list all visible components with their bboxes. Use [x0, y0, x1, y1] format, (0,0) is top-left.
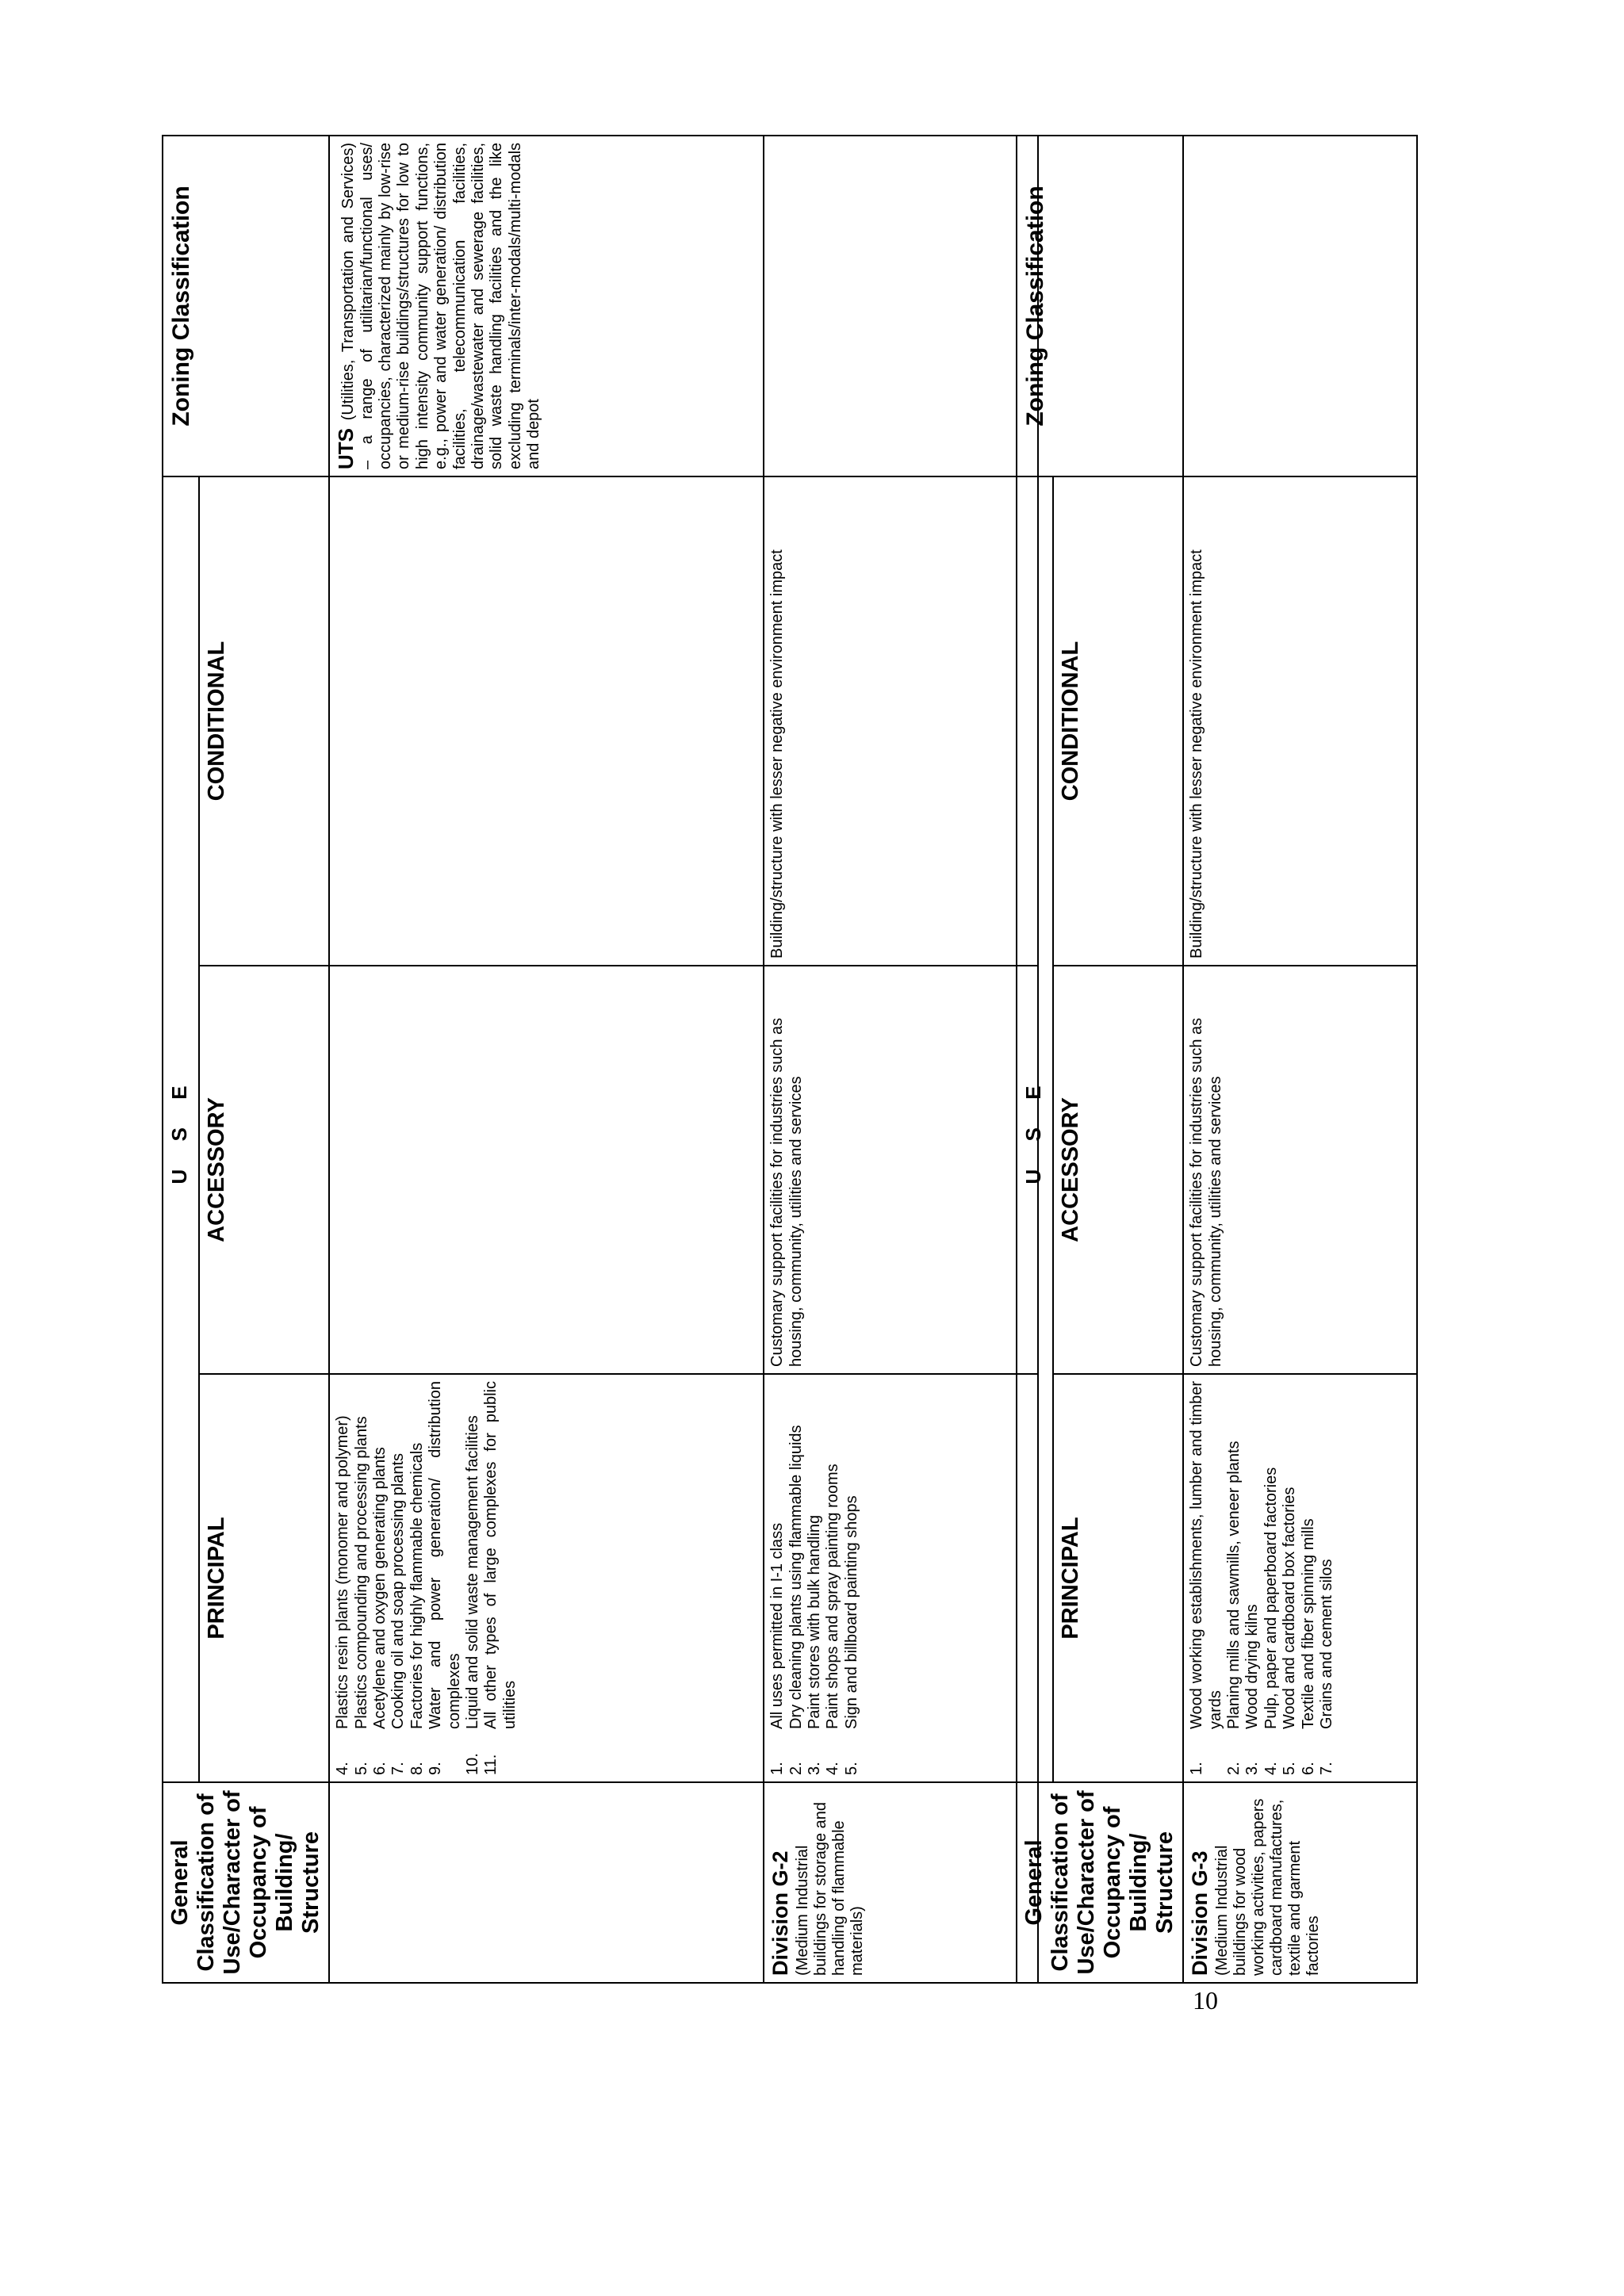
division-title: Division G-2: [768, 1850, 793, 1976]
accessory-cell: Customary support facilities for industries such as housing, community, utilities and services: [764, 966, 1038, 1374]
zoning-classification-header: Zoning Classification: [163, 136, 329, 476]
use-header-row: [163, 136, 199, 1983]
conditional-header: CONDITIONAL: [199, 476, 329, 966]
page-number: 10: [1193, 1986, 1218, 2015]
rotated-page: [162, 136, 1431, 2015]
conditional-cell: Building/structure with lesser negative environment impact: [1183, 476, 1417, 966]
use-header: U S E: [163, 476, 199, 1782]
list-item: 4. Paint shops and spray painting rooms: [824, 1464, 842, 1775]
list-item: 3. Paint stores with bulk handling: [806, 1514, 824, 1775]
list-item: 10. Liquid and solid waste management facilities: [464, 1415, 482, 1775]
list-item: 2. Planing mills and sawmills, veneer plants: [1225, 1441, 1243, 1775]
list-item: 3. Wood drying kilns: [1243, 1604, 1262, 1775]
accessory-cell: Customary support facilities for industries such as housing, community, utilities and services: [1183, 966, 1417, 1374]
list-item: 6. Acetylene and oxygen generating plants: [371, 1447, 389, 1775]
conditional-header: CONDITIONAL: [1053, 476, 1183, 966]
division-description: (Medium Industrial buildings for storage and handling of flammable materials): [793, 1801, 866, 1976]
principal-header: PRINCIPAL: [199, 1374, 329, 1782]
accessory-header: ACCESSORY: [199, 966, 329, 1374]
list-item: 6. Textile and fiber spinning mills: [1299, 1518, 1317, 1775]
zoning-classification-header: Zoning Classification: [1017, 136, 1183, 476]
zoning-cell-empty: [1183, 136, 1417, 476]
accessory-cell-empty: [329, 966, 764, 1374]
principal-list: [764, 1374, 1038, 1782]
conditional-cell-empty: [329, 476, 764, 966]
zoning-uts-description: UTS (Utilities, Transportation and Services) – a range of utilitarian/functional uses/ occupancies, characterized mainly by low-rise or medium-rise buildings/structures for low to high intensity community support functions, e.g., power and water generation/ distribution facilities, telecommunication facilities, drainage/wastewater and sewerage facilities, solid waste handling facilities and the like excluding terminals/inter-modals/multi-modals and depot: [329, 136, 764, 476]
list-item: 7. Cooking oil and soap processing plants: [389, 1453, 408, 1775]
division-cell: [764, 1782, 1038, 1983]
list-item: 4. Plastics resin plants (monomer and polymer): [334, 1415, 352, 1775]
accessory-header: ACCESSORY: [1053, 966, 1183, 1374]
list-item: 7. Grains and cement silos: [1318, 1559, 1336, 1775]
division-cell-empty: [329, 1782, 764, 1983]
list-item: 5. Plastics compounding and processing plants: [352, 1416, 370, 1775]
use-header-row: [1017, 136, 1053, 1983]
list-item: 11. All other types of large complexes for public utilities: [482, 1381, 519, 1775]
general-classification-header: General Classification of Use/Character of Occupancy of Building/ Structure: [1017, 1782, 1183, 1983]
list-item: 8. Factories for highly flammable chemicals: [408, 1442, 426, 1775]
general-classification-header: General Classification of Use/Character of Occupancy of Building/ Structure: [163, 1782, 329, 1983]
principal-list: [1183, 1374, 1417, 1782]
zoning-cell-empty: [764, 136, 1038, 476]
list-item: 4. Pulp, paper and paperboard factories: [1262, 1467, 1280, 1775]
table-row: [329, 136, 764, 1983]
list-item: 9. Water and power generation/ distribution complexes: [427, 1381, 463, 1775]
conditional-cell: Building/structure with lesser negative environment impact: [764, 476, 1038, 966]
zoning-code: UTS: [334, 427, 358, 469]
use-header: U S E: [1017, 476, 1053, 1782]
list-item: 1. Wood working establishments, lumber and timber yards: [1188, 1381, 1224, 1775]
zoning-table-1: [162, 135, 1039, 1984]
list-item: 5. Wood and cardboard box factories: [1281, 1487, 1299, 1775]
zoning-table-2: [1016, 135, 1418, 1984]
division-cell: [1183, 1782, 1417, 1983]
list-item: 1. All uses permitted in I-1 class: [768, 1522, 787, 1775]
list-item: 5. Sign and billboard painting shops: [842, 1495, 860, 1775]
list-item: 2. Dry cleaning plants using flammable liquids: [787, 1425, 805, 1775]
principal-list: [329, 1374, 764, 1782]
principal-header: PRINCIPAL: [1053, 1374, 1183, 1782]
division-description: (Medium Industrial buildings for wood working activities, papers cardboard manufactures, textile and garment factories: [1212, 1798, 1322, 1976]
division-title: Division G-3: [1188, 1850, 1212, 1976]
table-row: [764, 136, 1038, 1983]
table-row: [1183, 136, 1417, 1983]
